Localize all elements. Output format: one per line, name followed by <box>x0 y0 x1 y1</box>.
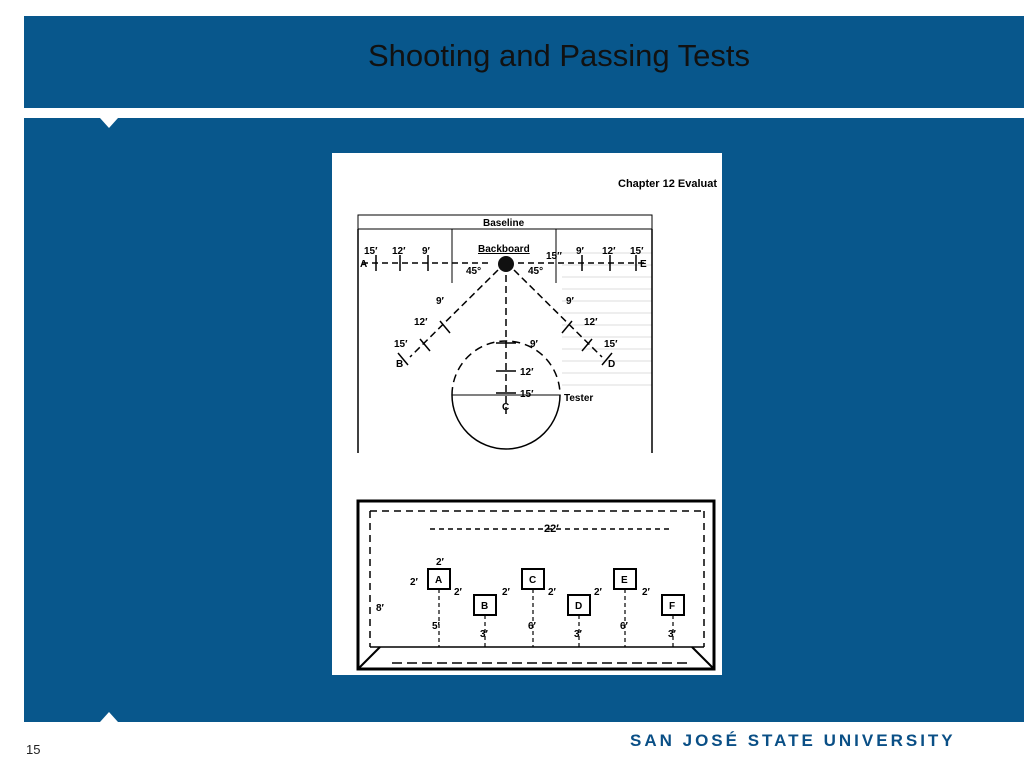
angle-left: 45° <box>466 266 482 277</box>
gap-label-5: 2′ <box>642 587 650 598</box>
target-d-label: D <box>575 601 583 612</box>
angle-right: 45° <box>528 266 544 277</box>
gap-label-3: 2′ <box>548 587 556 598</box>
station-d-label: D <box>608 359 616 370</box>
left-distance-9: 9′ <box>422 246 430 257</box>
target-a-height: 5′ <box>432 621 440 632</box>
page-number: 15 <box>26 742 41 757</box>
left-distance-12: 12′ <box>392 246 406 257</box>
center-distance-9: 9′ <box>530 339 538 350</box>
gap-label-4: 2′ <box>594 587 602 598</box>
gap-label-1: 2′ <box>454 587 462 598</box>
court-diagram <box>358 215 652 453</box>
title-band <box>24 16 1024 108</box>
target-e-label: E <box>621 575 628 586</box>
center-distance-15: 15′ <box>520 389 534 400</box>
book-header: Chapter 12 Evaluat <box>618 178 718 190</box>
station-c-label: C <box>502 402 510 413</box>
target-d-height: 3′ <box>574 629 582 640</box>
tester-label: Tester <box>564 393 594 404</box>
target-b-label: B <box>481 601 489 612</box>
wall-target-diagram <box>358 501 714 669</box>
right-diag-9: 9′ <box>566 296 574 307</box>
wall-width-label: 22′ <box>544 523 559 535</box>
target-a-label: A <box>435 575 443 586</box>
target-f-height: 3′ <box>668 629 676 640</box>
test-diagram-figure <box>332 153 722 675</box>
left-diag-15: 15′ <box>394 339 408 350</box>
wall-height-label: 8′ <box>376 603 384 614</box>
right-distance-12: 12′ <box>602 246 616 257</box>
target-b-height: 3′ <box>480 629 488 640</box>
backboard-label: Backboard <box>478 244 530 255</box>
slide-title: Shooting and Passing Tests <box>367 38 751 73</box>
target-c-label: C <box>529 575 537 586</box>
station-a-label: A <box>360 259 368 270</box>
bottom-notch-decoration <box>100 712 118 722</box>
faint-text-texture <box>562 253 652 385</box>
university-logo: SAN JOSÉ STATE UNIVERSITY <box>630 731 956 750</box>
station-e-label: E <box>640 259 647 270</box>
right-diag-15: 15′ <box>604 339 618 350</box>
right-diag-12: 12′ <box>584 317 598 328</box>
diagram-svg <box>332 153 722 675</box>
basket-icon <box>498 256 514 272</box>
top-notch-decoration <box>100 118 118 128</box>
left-diag-9: 9′ <box>436 296 444 307</box>
target-e-height: 6′ <box>620 621 628 632</box>
target-c-height: 6′ <box>528 621 536 632</box>
right-distance-9: 9′ <box>576 246 584 257</box>
left-distance-15: 15′ <box>364 246 378 257</box>
baseline-label: Baseline <box>483 218 525 229</box>
top-gap-label: 2′ <box>436 557 444 568</box>
station-b-label: B <box>396 359 404 370</box>
left-diag-12: 12′ <box>414 317 428 328</box>
center-distance-12: 12′ <box>520 367 534 378</box>
target-f-label: F <box>669 601 676 612</box>
side-gap-label: 2′ <box>410 577 418 588</box>
gap-label-2: 2′ <box>502 587 510 598</box>
right-distance-15: 15′ <box>630 246 644 257</box>
center-top-distance: 15″ <box>546 251 562 262</box>
